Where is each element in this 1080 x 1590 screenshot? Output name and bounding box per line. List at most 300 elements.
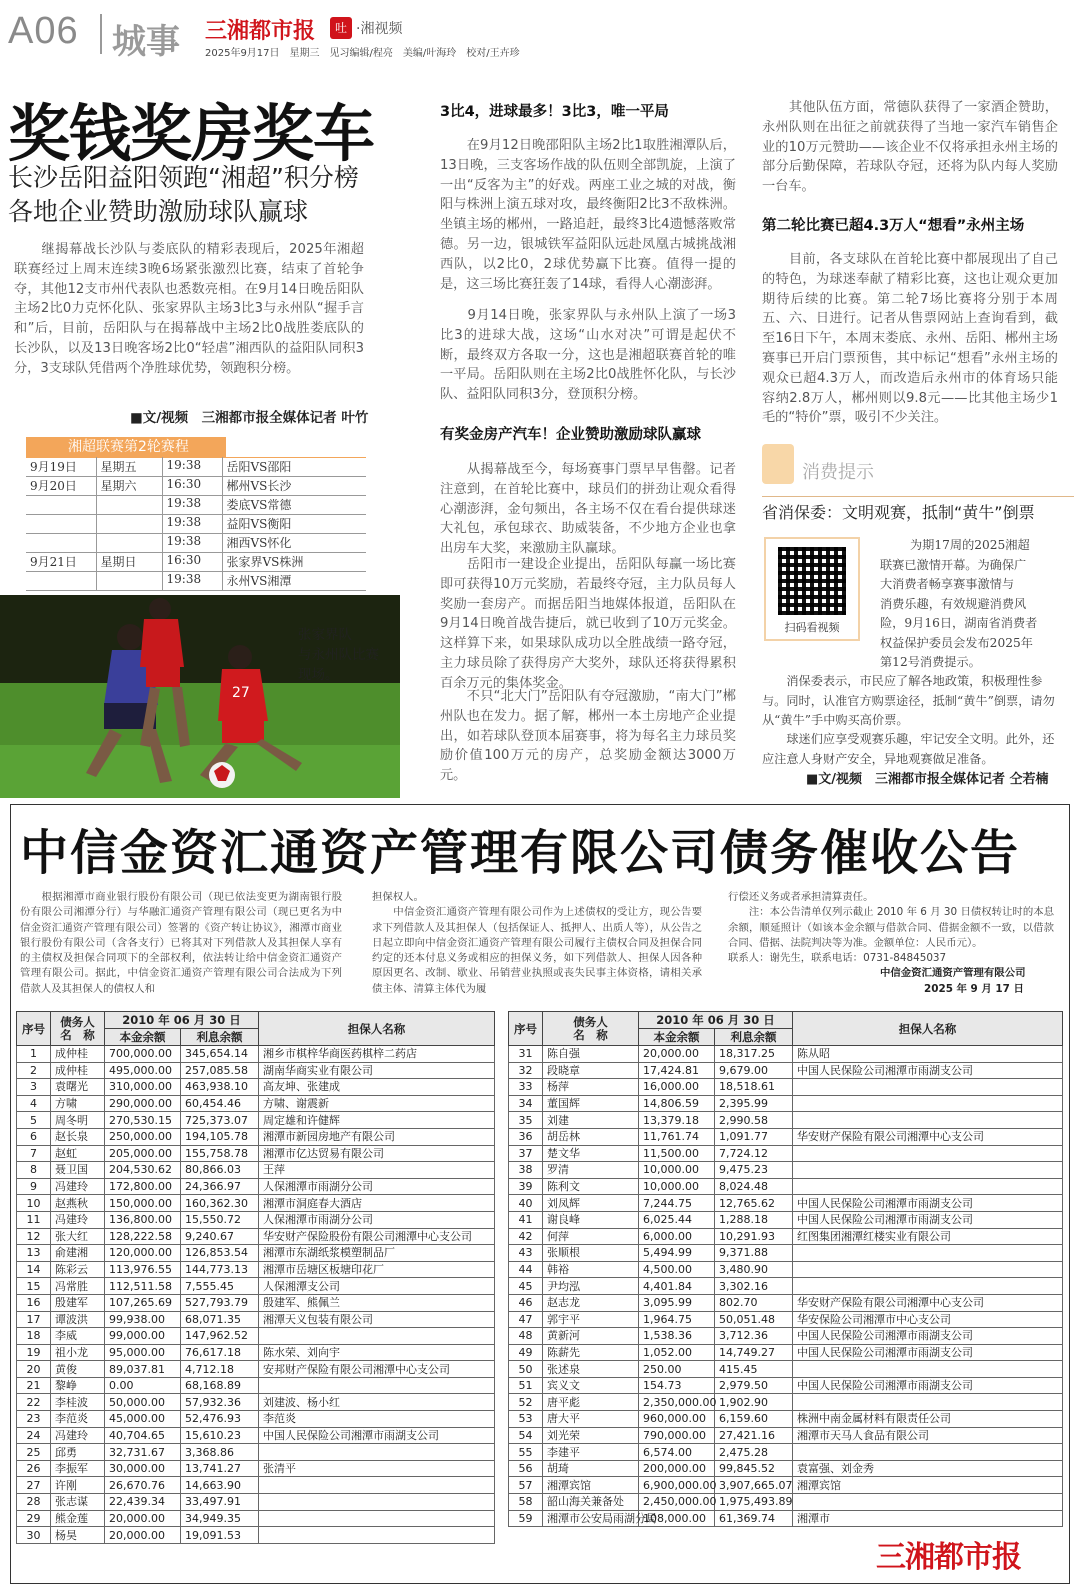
principal-balance: 204,530.62 xyxy=(105,1162,181,1179)
interest-balance: 68,168.89 xyxy=(181,1377,259,1394)
guarantor-name xyxy=(793,1261,1063,1278)
interest-balance: 155,758.78 xyxy=(181,1145,259,1162)
principal-balance: 5,494.99 xyxy=(639,1245,715,1262)
guarantor-name xyxy=(259,1477,495,1494)
principal-balance: 128,222.58 xyxy=(105,1228,181,1245)
interest-balance: 15,610.23 xyxy=(181,1427,259,1444)
guarantor-name xyxy=(793,1145,1063,1162)
guarantor-name: 湘乡市棋梓华商医药棋梓二药店 xyxy=(259,1046,495,1063)
notice-text-col1: 根据湘潭市商业银行股份有限公司（现已依法变更为湖南银行股份有限公司湘潭分行）与华融汇通资产管理有限公司（现已更名为中信金资汇通资产管理有限公司）签署的《资产转让协议》，湘潭市商业银行股份有限公司（含各支行）已将其对下列借款人及其担保人享有的主债权及担保合同项下的全部权利，依法转让给中信金资汇通资产管理有限公司。据此，中信金资汇通资产管理有限公司合法成为下列借款人及其担保人的债权人和 xyxy=(20,891,342,995)
guarantor-name: 湖南华商实业有限公司 xyxy=(259,1062,495,1079)
interest-balance: 9,679.00 xyxy=(715,1062,793,1079)
debtor-name: 冯常胜 xyxy=(51,1278,105,1295)
table-row xyxy=(17,1460,495,1477)
principal-balance: 30,000.00 xyxy=(105,1460,181,1477)
row-number: 45 xyxy=(509,1278,543,1295)
section-name: 城事 xyxy=(112,22,180,62)
row-number: 4 xyxy=(17,1095,51,1112)
table-row xyxy=(509,1311,1063,1328)
principal-balance: 20,000.00 xyxy=(105,1527,181,1544)
schedule-match: 张家界VS株洲 xyxy=(222,553,366,572)
guarantor-name: 高友坤、张建成 xyxy=(259,1079,495,1096)
table-row xyxy=(17,1278,495,1295)
guarantor-name: 陈水荣、刘向宇 xyxy=(259,1344,495,1361)
row-number: 42 xyxy=(509,1228,543,1245)
principal-balance: 960,000.00 xyxy=(639,1411,715,1428)
guarantor-name: 方啸、谢震新 xyxy=(259,1095,495,1112)
tip-paragraph-3: 球迷们应享受观赛乐趣，牢记安全文明。此外，还应注意人身财产安全，异地观赛做足准备。 xyxy=(762,732,1055,766)
interest-balance: 24,366.97 xyxy=(181,1178,259,1195)
guarantor-name: 周定雄和许健辉 xyxy=(259,1112,495,1129)
table-row xyxy=(17,1145,495,1162)
debtor-name: 黎峥 xyxy=(51,1377,105,1394)
debt-table-left xyxy=(16,1011,495,1544)
principal-balance: 172,800.00 xyxy=(105,1178,181,1195)
table-row xyxy=(17,1494,495,1511)
brand-subtitle: ·湘视频 xyxy=(356,21,403,37)
principal-balance: 11,761.74 xyxy=(639,1128,715,1145)
row-number: 26 xyxy=(17,1460,51,1477)
principal-balance: 4,401.84 xyxy=(639,1278,715,1295)
interest-balance: 19,091.53 xyxy=(181,1527,259,1544)
guarantor-name: 人保湘潭市雨湖分公司 xyxy=(259,1211,495,1228)
paragraph-yueyang-bonus: 岳阳市一建设企业提出，岳阳队每赢一场比赛即可获得10万元奖励，若最终夺冠，主力队员每人奖励一套房产。而据岳阳当地媒体报道，岳阳队在9月14日晚首战告捷后，就已收到了10万元奖金。这样算下来，如果球队成功以全胜战绩一路夺冠，主力球员除了获得房产大奖外，球队还将获得累积百余万元的集体奖金。 xyxy=(440,557,736,691)
paragraph-round1-results: 在9月12日晚邵阳队主场2比1取胜湘潭队后，13日晚，三支客场作战的队伍则全部凯旋，上演了一出“反客为主”的好戏。两座工业之城的对战，衡阳与株洲上演五球对攻，最终衡阳2比3不敌株洲。坐镇主场的郴州，一路追赶，最终3比4遗憾落败常德。另一边，银城铁军益阳队远赴凤凰古城挑战湘西队，以2比0，2球优势赢下比赛。值得一提的是，这三场比赛狂轰了14球，看得人心潮澎湃。 xyxy=(440,138,736,292)
schedule-row xyxy=(26,458,366,477)
row-number: 14 xyxy=(17,1261,51,1278)
table-row xyxy=(17,1128,495,1145)
interest-balance: 160,362.30 xyxy=(181,1195,259,1212)
row-number: 57 xyxy=(509,1477,543,1494)
debtor-name: 袁曙光 xyxy=(51,1079,105,1096)
schedule-day xyxy=(96,572,162,591)
debtor-name: 陈薪先 xyxy=(543,1344,639,1361)
row-number: 36 xyxy=(509,1128,543,1145)
debtor-name: 殷建军 xyxy=(51,1294,105,1311)
guarantor-name: 中国人民保险公司湘潭市雨湖支公司 xyxy=(793,1377,1063,1394)
interest-balance: 527,793.79 xyxy=(181,1294,259,1311)
table-row xyxy=(509,1046,1063,1063)
principal-balance: 270,530.15 xyxy=(105,1112,181,1129)
notice-title: 中信金资汇通资产管理有限公司债务催收公告 xyxy=(20,825,1021,881)
principal-balance: 14,806.59 xyxy=(639,1095,715,1112)
schedule-row xyxy=(26,553,366,572)
row-number: 48 xyxy=(509,1328,543,1345)
debtor-name: 熊金莲 xyxy=(51,1510,105,1527)
table-row xyxy=(509,1328,1063,1345)
guarantor-name: 刘建波、杨小红 xyxy=(259,1394,495,1411)
guarantor-name xyxy=(793,1079,1063,1096)
debt-table-right xyxy=(508,1011,1063,1527)
interest-balance: 144,773.13 xyxy=(181,1261,259,1278)
row-number: 28 xyxy=(17,1494,51,1511)
th-date: 2010 年 06 月 30 日 xyxy=(639,1012,793,1029)
schedule-date xyxy=(26,515,96,534)
table-row xyxy=(509,1079,1063,1096)
row-number: 5 xyxy=(17,1112,51,1129)
schedule-day xyxy=(96,496,162,515)
notice-date: 2025 年 9 月 17 日 xyxy=(924,983,1024,995)
interest-balance: 3,712.36 xyxy=(715,1328,793,1345)
guarantor-name xyxy=(793,1245,1063,1262)
table-row xyxy=(17,1178,495,1195)
guarantor-name: 陈从昭 xyxy=(793,1046,1063,1063)
row-number: 18 xyxy=(17,1328,51,1345)
row-number: 11 xyxy=(17,1211,51,1228)
schedule-table xyxy=(26,437,366,591)
principal-balance: 22,439.34 xyxy=(105,1494,181,1511)
guarantor-name xyxy=(793,1494,1063,1511)
interest-balance: 3,302.16 xyxy=(715,1278,793,1295)
th-principal: 本金余额 xyxy=(105,1029,181,1046)
section-heading-round2: 第二轮比赛已超4.3万人“想看”永州主场 xyxy=(762,218,1025,234)
guarantor-name: 湘潭市亿达贸易有限公司 xyxy=(259,1145,495,1162)
paragraph-other-teams: 其他队伍方面，常德队获得了一家酒企赞助，永州队则在出征之前就获得了当地一家汽车销售企业的10万元赞助——该企业不仅将承担永州主场的部分后勤保障，若球队夺冠，还将为队内每人奖励一台车。 xyxy=(762,100,1058,195)
debtor-name: 罗清 xyxy=(543,1162,639,1179)
row-number: 53 xyxy=(509,1411,543,1428)
page-header xyxy=(0,0,1080,62)
debtor-name: 李桂波 xyxy=(51,1394,105,1411)
table-row xyxy=(17,1411,495,1428)
row-number: 22 xyxy=(17,1394,51,1411)
row-number: 37 xyxy=(509,1145,543,1162)
debtor-name: 唐平彪 xyxy=(543,1394,639,1411)
debtor-name: 冯建玲 xyxy=(51,1211,105,1228)
interest-balance: 9,475.23 xyxy=(715,1162,793,1179)
interest-balance: 463,938.10 xyxy=(181,1079,259,1096)
row-number: 9 xyxy=(17,1178,51,1195)
debtor-name: 刘凤辉 xyxy=(543,1195,639,1212)
debtor-name: 韩裕 xyxy=(543,1261,639,1278)
interest-balance: 9,240.67 xyxy=(181,1228,259,1245)
tip-headline: 省消保委：文明观赛，抵制“黄牛”倒票 xyxy=(762,503,1035,522)
principal-balance: 4,500.00 xyxy=(639,1261,715,1278)
principal-balance: 10,000.00 xyxy=(639,1162,715,1179)
row-number: 31 xyxy=(509,1046,543,1063)
guarantor-name: 中国人民保险公司湘潭市雨湖支公司 xyxy=(793,1062,1063,1079)
guarantor-name xyxy=(793,1278,1063,1295)
principal-balance: 250.00 xyxy=(639,1361,715,1378)
notice-signer: 中信金资汇通资产管理有限公司 xyxy=(880,967,1026,979)
interest-balance: 725,373.07 xyxy=(181,1112,259,1129)
row-number: 10 xyxy=(17,1195,51,1212)
schedule-match: 湘西VS怀化 xyxy=(222,534,366,553)
schedule-time: 19:38 xyxy=(162,458,222,477)
row-number: 52 xyxy=(509,1394,543,1411)
table-row xyxy=(509,1128,1063,1145)
jersey-number: 27 xyxy=(232,685,250,701)
row-number: 39 xyxy=(509,1178,543,1195)
th-number: 序号 xyxy=(509,1012,543,1046)
schedule-day xyxy=(96,515,162,534)
brand-logo-icon: 吐 xyxy=(330,17,352,39)
interest-balance: 1,902.90 xyxy=(715,1394,793,1411)
table-row xyxy=(509,1344,1063,1361)
principal-balance: 1,052.00 xyxy=(639,1344,715,1361)
interest-balance: 61,369.74 xyxy=(715,1510,793,1527)
table-row xyxy=(509,1411,1063,1428)
principal-balance: 200,000.00 xyxy=(639,1460,715,1477)
newspaper-watermark: 三湘都市报 xyxy=(876,1540,1021,1575)
table-row xyxy=(17,1510,495,1527)
debtor-name: 方啸 xyxy=(51,1095,105,1112)
interest-balance: 7,724.12 xyxy=(715,1145,793,1162)
tip-divider xyxy=(762,496,1074,497)
guarantor-name: 中国人民保险公司湘潭市雨湖支公司 xyxy=(793,1328,1063,1345)
debtor-name: 赵燕秋 xyxy=(51,1195,105,1212)
table-row xyxy=(509,1245,1063,1262)
principal-balance: 250,000.00 xyxy=(105,1128,181,1145)
guarantor-name: 湘潭市东湖纸浆模塑制品厂 xyxy=(259,1245,495,1262)
table-row xyxy=(17,1228,495,1245)
principal-balance: 1,964.75 xyxy=(639,1311,715,1328)
th-guarantor: 担保人名称 xyxy=(259,1012,495,1046)
table-row xyxy=(17,1361,495,1378)
principal-balance: 17,424.81 xyxy=(639,1062,715,1079)
guarantor-name xyxy=(259,1444,495,1461)
principal-balance: 136,800.00 xyxy=(105,1211,181,1228)
th-interest: 利息余额 xyxy=(715,1029,793,1046)
schedule-day xyxy=(96,534,162,553)
table-row xyxy=(17,1095,495,1112)
principal-balance: 790,000.00 xyxy=(639,1427,715,1444)
debtor-name: 成仲桂 xyxy=(51,1046,105,1063)
row-number: 12 xyxy=(17,1228,51,1245)
th-number: 序号 xyxy=(17,1012,51,1046)
row-number: 33 xyxy=(509,1079,543,1096)
qr-code-box[interactable] xyxy=(764,537,860,641)
th-principal: 本金余额 xyxy=(639,1029,715,1046)
schedule-grid xyxy=(26,457,366,591)
guarantor-name: 安邦财产保险有限公司湘潭中心支公司 xyxy=(259,1361,495,1378)
guarantor-name: 中国人民保险公司湘潭市雨湖支公司 xyxy=(793,1344,1063,1361)
row-number: 13 xyxy=(17,1245,51,1262)
debtor-name: 刘建 xyxy=(543,1112,639,1129)
interest-balance: 3,907,665.07 xyxy=(715,1477,793,1494)
interest-balance: 10,291.93 xyxy=(715,1228,793,1245)
interest-balance: 13,741.27 xyxy=(181,1460,259,1477)
notice-text-col3: 行偿还义务或者承担清算责任。 注：本公告清单仅列示截止 2010 年 6 月 30 日债权转让时的本息余额，顺延照计（如该本金余额与借款合同、借据金额不一致，以借款合同、借据、法院判决等为准。金额单位：人民币元）。 联系人：谢先生，联系电话：0731-84845037 xyxy=(728,891,1054,965)
guarantor-name: 人保湘潭支公司 xyxy=(259,1278,495,1295)
debtor-name: 陈利文 xyxy=(543,1178,639,1195)
schedule-date xyxy=(26,496,96,515)
principal-balance: 2,450,000.00 xyxy=(639,1494,715,1511)
guarantor-name: 株洲中南金属材料有限责任公司 xyxy=(793,1411,1063,1428)
interest-balance: 57,932.36 xyxy=(181,1394,259,1411)
schedule-match: 永州VS湘潭 xyxy=(222,572,366,591)
interest-balance: 4,712.18 xyxy=(181,1361,259,1378)
debtor-name: 黄俊 xyxy=(51,1361,105,1378)
row-number: 25 xyxy=(17,1444,51,1461)
principal-balance: 154.73 xyxy=(639,1377,715,1394)
interest-balance: 34,949.35 xyxy=(181,1510,259,1527)
debtor-name: 韶山海关兼备处 xyxy=(543,1494,639,1511)
principal-balance: 26,670.76 xyxy=(105,1477,181,1494)
table-row xyxy=(17,1328,495,1345)
debtor-name: 邱勇 xyxy=(51,1444,105,1461)
principal-balance: 3,095.99 xyxy=(639,1294,715,1311)
table-row xyxy=(509,1510,1063,1527)
subheadline-2: 各地企业赞助激励球队赢球 xyxy=(8,197,309,226)
debtor-name: 刘光荣 xyxy=(543,1427,639,1444)
debtor-name: 冯建玲 xyxy=(51,1427,105,1444)
interest-balance: 18,317.25 xyxy=(715,1046,793,1063)
section-heading-sponsors: 有奖金房产汽车！企业赞助激励球队赢球 xyxy=(440,427,701,443)
table-row xyxy=(509,1228,1063,1245)
guarantor-name: 湘潭市天马人食品有限公司 xyxy=(793,1427,1063,1444)
schedule-row xyxy=(26,515,366,534)
interest-balance: 12,765.62 xyxy=(715,1195,793,1212)
table-row xyxy=(17,1394,495,1411)
debtor-name: 李建平 xyxy=(543,1444,639,1461)
interest-balance: 3,368.86 xyxy=(181,1444,259,1461)
schedule-time: 16:30 xyxy=(162,553,222,572)
schedule-title: 湘超联赛第2轮赛程 xyxy=(26,437,226,457)
th-date: 2010 年 06 月 30 日 xyxy=(105,1012,259,1029)
table-row xyxy=(17,1294,495,1311)
principal-balance: 150,000.00 xyxy=(105,1195,181,1212)
guarantor-name: 湘潭市新园房地产有限公司 xyxy=(259,1128,495,1145)
debtor-name: 许刚 xyxy=(51,1477,105,1494)
tip-paragraph-2: 消保委表示，市民应了解各地政策，积极理性参与。同时，认准官方购票途径，抵制“黄牛”倒票，请勿从“黄牛”手中购买高价票。 xyxy=(762,674,1055,727)
debtor-name: 李振军 xyxy=(51,1460,105,1477)
principal-balance: 32,731.67 xyxy=(105,1444,181,1461)
principal-balance: 6,025.44 xyxy=(639,1211,715,1228)
principal-balance: 20,000.00 xyxy=(639,1046,715,1063)
row-number: 54 xyxy=(509,1427,543,1444)
guarantor-name: 中国人民保险公司湘潭市雨湖支公司 xyxy=(793,1211,1063,1228)
interest-balance: 6,159.60 xyxy=(715,1411,793,1428)
interest-balance: 1,091.77 xyxy=(715,1128,793,1145)
interest-balance: 8,024.48 xyxy=(715,1178,793,1195)
principal-balance: 290,000.00 xyxy=(105,1095,181,1112)
schedule-time: 19:38 xyxy=(162,572,222,591)
table-row xyxy=(17,1477,495,1494)
interest-balance: 1,288.18 xyxy=(715,1211,793,1228)
guarantor-name: 湘潭市 xyxy=(793,1510,1063,1527)
principal-balance: 99,938.00 xyxy=(105,1311,181,1328)
guarantor-name: 红图集团湘潭红楼实业有限公司 xyxy=(793,1228,1063,1245)
principal-balance: 16,000.00 xyxy=(639,1079,715,1096)
guarantor-name: 华安财产保险股份有限公司湘潭中心支公司 xyxy=(259,1228,495,1245)
row-number: 43 xyxy=(509,1245,543,1262)
table-row xyxy=(509,1377,1063,1394)
lead-paragraph: 继揭幕战长沙队与娄底队的精彩表现后，2025年湘超联赛经过上周末连续3晚6场紧张激烈比赛，结束了首轮争夺，其他12支市州代表队也悉数亮相。在9月14日晚岳阳队主场2比0力克怀化队、张家界队主场3比3与永州队“握手言和”后，目前，岳阳队与在揭幕战中主场2比0战胜娄底队的长沙队，以及13日晚客场2比0“轻虐”湘西队的益阳队同积3分，3支球队凭借两个净胜球优势，领跑积分榜。 xyxy=(14,242,364,376)
principal-balance: 20,000.00 xyxy=(105,1510,181,1527)
debtor-name: 祖小龙 xyxy=(51,1344,105,1361)
row-number: 56 xyxy=(509,1460,543,1477)
photo-caption: 张家界队 与永州队比赛 现场。 xyxy=(298,627,379,683)
table-row xyxy=(509,1294,1063,1311)
guarantor-name xyxy=(793,1394,1063,1411)
guarantor-name: 人保湘潭市雨湖分公司 xyxy=(259,1178,495,1195)
table-row xyxy=(509,1460,1063,1477)
table-row xyxy=(17,1261,495,1278)
table-row xyxy=(509,1195,1063,1212)
principal-balance: 6,900,000.00 xyxy=(639,1477,715,1494)
paragraph-round2: 目前，各支球队在首轮比赛中都展现出了自己的特色，为球迷奉献了精彩比赛，这也让观众更加期待后续的比赛。第二轮7场比赛将分别于本周五、六、日进行。记者从售票网站上查询看到，截至16日下午，本周末娄底、永州、岳阳、郴州主场赛事已开启门票预售，其中标记“想看”永州主场的观众已超4.3万人，而改造后永州市的体育场只能容纳2.8万人，郴州则以9.8元——比其他主场少1毛的“特价”票，吸引不少关注。 xyxy=(762,252,1058,426)
debtor-name: 聂卫国 xyxy=(51,1162,105,1179)
guarantor-name: 华安财产保险有限公司湘潭中心支公司 xyxy=(793,1294,1063,1311)
row-number: 3 xyxy=(17,1079,51,1096)
debtor-name: 董国辉 xyxy=(543,1095,639,1112)
debtor-name: 李威 xyxy=(51,1328,105,1345)
principal-balance: 50,000.00 xyxy=(105,1394,181,1411)
guarantor-name: 李范炎 xyxy=(259,1411,495,1428)
interest-balance: 18,518.61 xyxy=(715,1079,793,1096)
schedule-date xyxy=(26,572,96,591)
guarantor-name xyxy=(259,1328,495,1345)
header-divider xyxy=(100,14,102,54)
table-row xyxy=(17,1527,495,1544)
table-row xyxy=(509,1095,1063,1112)
debtor-name: 张志谋 xyxy=(51,1494,105,1511)
schedule-match: 娄底VS常德 xyxy=(222,496,366,515)
table-row xyxy=(17,1427,495,1444)
debtor-name: 张述泉 xyxy=(543,1361,639,1378)
speech-bubble-icon xyxy=(762,444,794,484)
row-number: 17 xyxy=(17,1311,51,1328)
table-row xyxy=(17,1245,495,1262)
interest-balance: 802.70 xyxy=(715,1294,793,1311)
interest-balance: 60,454.46 xyxy=(181,1095,259,1112)
guarantor-name xyxy=(793,1178,1063,1195)
tip-paragraph-1: 为期17周的2025湘超 联赛已激情开幕。为确保广 大消费者畅享赛事激情与 消费乐趣，有效规避消费风 险，9月16日，湖南省消费者 权益保护委员会发布2025年 第12号消费提示。 xyxy=(880,538,1038,669)
row-number: 19 xyxy=(17,1344,51,1361)
schedule-row xyxy=(26,534,366,553)
guarantor-name xyxy=(259,1510,495,1527)
notice-text-col2: 担保权人。 中信金资汇通资产管理有限公司作为上述债权的受让方，现公告要求下列借款人及其担保人（包括保证人、抵押人、出质人等），从公告之日起立即向中信金资汇通资产管理有限公司履行主债权合同及担保合同约定的还本付息义务或相应的担保义务，如下列借款人、担保人因各种原因更名、改制、歇业、吊销营业执照或丧失民事主体资格，请相关承债主体、清算主体代为履 xyxy=(372,891,702,995)
interest-balance: 9,371.88 xyxy=(715,1245,793,1262)
guarantor-name: 湘潭天义包装有限公司 xyxy=(259,1311,495,1328)
table-row xyxy=(509,1444,1063,1461)
table-row xyxy=(509,1178,1063,1195)
guarantor-name: 华安财产保险有限公司湘潭中心支公司 xyxy=(793,1128,1063,1145)
principal-balance: 6,000.00 xyxy=(639,1228,715,1245)
principal-balance: 7,244.75 xyxy=(639,1195,715,1212)
th-interest: 利息余额 xyxy=(181,1029,259,1046)
guarantor-name xyxy=(259,1494,495,1511)
interest-balance: 3,480.90 xyxy=(715,1261,793,1278)
interest-balance: 15,550.72 xyxy=(181,1211,259,1228)
schedule-time: 19:38 xyxy=(162,496,222,515)
schedule-date: 9月19日 xyxy=(26,458,96,477)
table-row xyxy=(509,1394,1063,1411)
principal-balance: 10,000.00 xyxy=(639,1178,715,1195)
row-number: 34 xyxy=(509,1095,543,1112)
row-number: 24 xyxy=(17,1427,51,1444)
principal-balance: 700,000.00 xyxy=(105,1046,181,1063)
row-number: 35 xyxy=(509,1112,543,1129)
article-byline: ■文/视频 三湘都市报全媒体记者 叶竹 xyxy=(130,410,369,426)
table-row xyxy=(509,1278,1063,1295)
debtor-name: 俞建湘 xyxy=(51,1245,105,1262)
interest-balance: 345,654.14 xyxy=(181,1046,259,1063)
schedule-day: 星期日 xyxy=(96,553,162,572)
interest-balance: 27,421.16 xyxy=(715,1427,793,1444)
row-number: 7 xyxy=(17,1145,51,1162)
interest-balance: 99,845.52 xyxy=(715,1460,793,1477)
debtor-name: 陈彩云 xyxy=(51,1261,105,1278)
qr-code-icon[interactable] xyxy=(778,547,846,615)
guarantor-name: 张清平 xyxy=(259,1460,495,1477)
debtor-name: 唐大平 xyxy=(543,1411,639,1428)
schedule-match: 郴州VS长沙 xyxy=(222,477,366,496)
interest-balance: 194,105.78 xyxy=(181,1128,259,1145)
guarantor-name: 华安保险公司湘潭市中心支公司 xyxy=(793,1311,1063,1328)
interest-balance: 14,749.27 xyxy=(715,1344,793,1361)
row-number: 59 xyxy=(509,1510,543,1527)
